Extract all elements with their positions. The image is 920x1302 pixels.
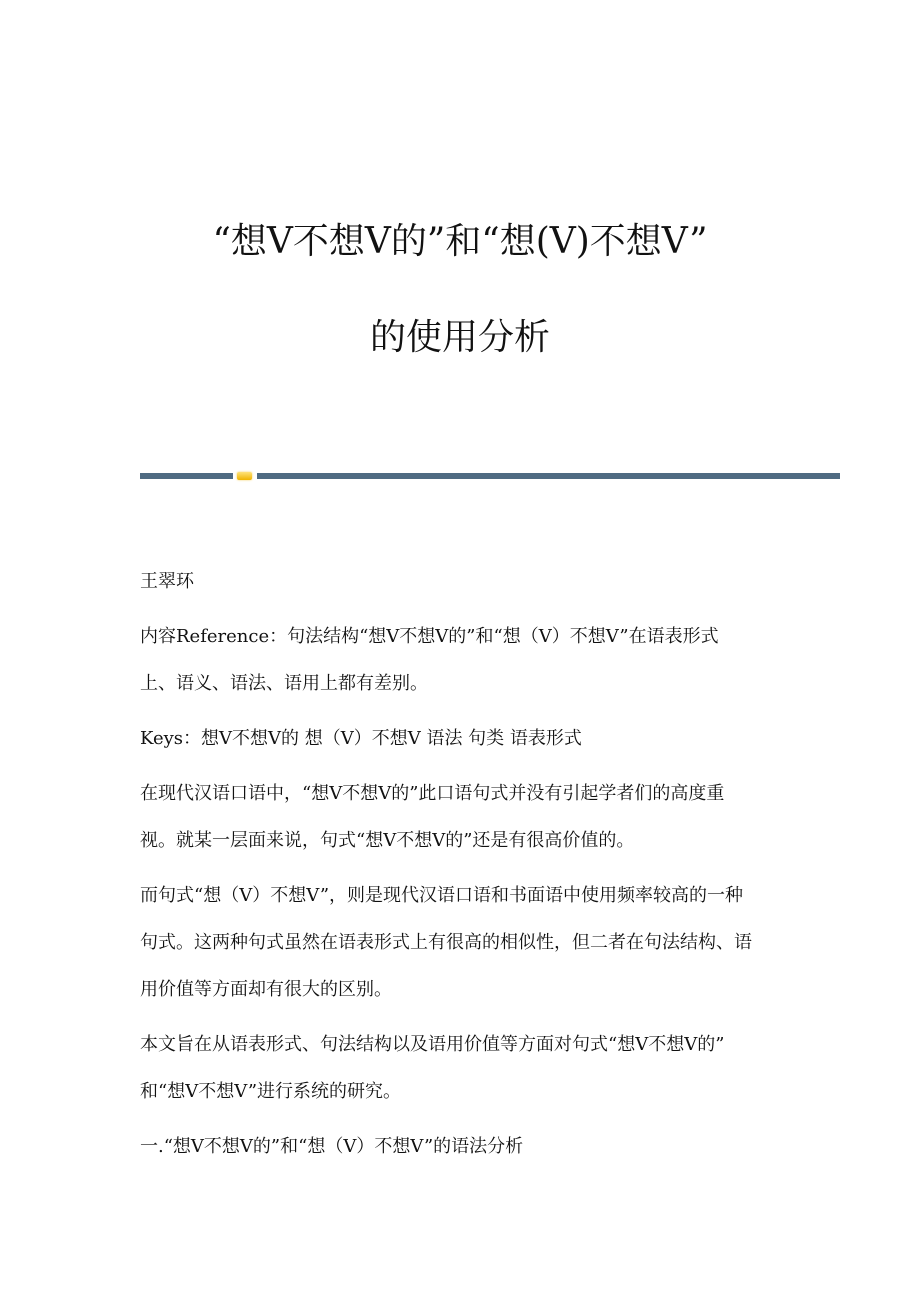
text-line: 而句式“想（V）不想V”，则是现代汉语口语和书面语中使用频率较高的一种 bbox=[140, 885, 744, 906]
document-title-line-2: 的使用分析 bbox=[369, 317, 550, 358]
divider-bar-right bbox=[257, 473, 840, 479]
author bbox=[140, 566, 800, 598]
text-line: Keys：想V不想V的 想（V）不想V 语法 句类 语表形式 bbox=[140, 728, 582, 749]
paragraph bbox=[140, 778, 800, 857]
author-name: 王翠环 bbox=[140, 571, 194, 592]
divider-bar-left bbox=[140, 473, 233, 479]
text-line: 一.“想V不想V的”和“想（V）不想V”的语法分析 bbox=[140, 1136, 524, 1157]
section-heading bbox=[140, 1131, 800, 1163]
paragraph bbox=[140, 880, 800, 1006]
title-divider bbox=[140, 472, 840, 480]
document-title-line-1: “想V不想V的”和“想(V)不想V” bbox=[212, 221, 708, 262]
text-line: 内容Reference：句法结构“想V不想V的”和“想（V）不想V”在语表形式 bbox=[140, 626, 719, 647]
text-line: 在现代汉语口语中，“想V不想V的”此口语句式并没有引起学者们的高度重 bbox=[140, 783, 725, 804]
ornament-icon bbox=[237, 472, 252, 480]
text-line: 视。就某一层面来说，句式“想V不想V的”还是有很高价值的。 bbox=[140, 830, 635, 851]
text-line: 句式。这两种句式虽然在语表形式上有很高的相似性，但二者在句法结构、语 bbox=[140, 932, 752, 953]
paragraph bbox=[140, 1029, 800, 1108]
text-line: 上、语义、语法、语用上都有差别。 bbox=[140, 673, 428, 694]
keywords bbox=[140, 723, 800, 755]
text-line: 和“想V不想V”进行系统的研究。 bbox=[140, 1081, 402, 1102]
text-line: 用价值等方面却有很大的区别。 bbox=[140, 979, 392, 1000]
document-body bbox=[140, 566, 800, 1186]
abstract bbox=[140, 621, 800, 700]
text-line: 本文旨在从语表形式、句法结构以及语用价值等方面对句式“想V不想V的” bbox=[140, 1034, 725, 1055]
